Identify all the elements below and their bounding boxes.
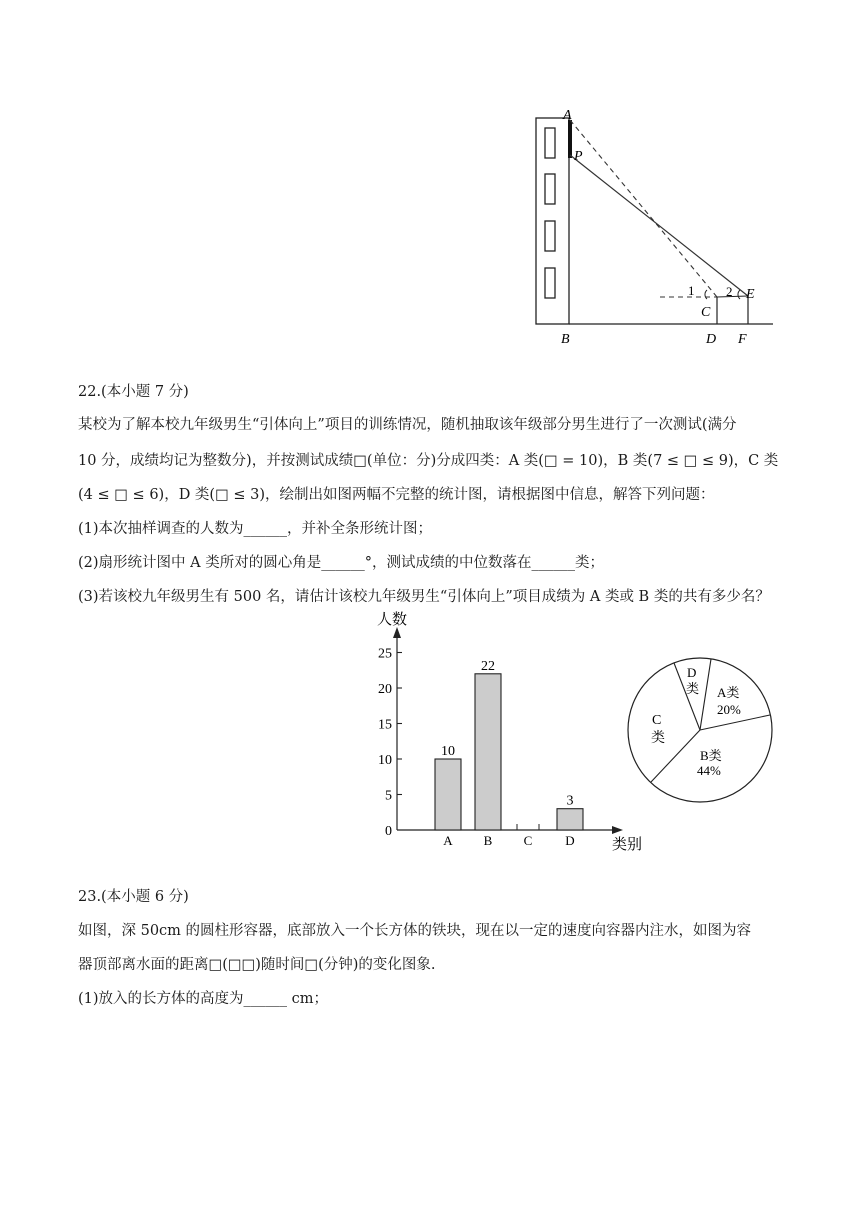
pie-label-b-pct: 44% bbox=[697, 763, 721, 778]
bar-d bbox=[557, 809, 583, 830]
y-tick-label: 25 bbox=[378, 646, 392, 662]
category-label: B bbox=[483, 833, 493, 848]
q23-line-1: 如图，深 50cm 的圆柱形容器，底部放入一个长方体的铁块，现在以一定的速度向容器内注水，如图为容 bbox=[78, 923, 752, 939]
q23-line-3: (1)放入的长方体的高度为______ cm； bbox=[78, 991, 329, 1007]
bar-b bbox=[475, 674, 501, 830]
angle-1-arc bbox=[705, 290, 707, 299]
category-label: A bbox=[443, 833, 453, 848]
horizontal-ce bbox=[717, 296, 748, 297]
x-axis-label: 类别 bbox=[612, 837, 643, 853]
q22-line-6: (3)若该校九年级男生有 500 名，请估计该校九年级男生“引体向上”项目成绩为 A 类或 B 类的共有多少名？ bbox=[78, 589, 770, 605]
pie-chart bbox=[620, 650, 780, 810]
q22-line-3: (4 ≤ □ ≤ 6)，D 类(□ ≤ 3)，绘制出如图两幅不完整的统计图，请根据图中信息，解答下列问题： bbox=[78, 487, 715, 503]
pie-label-d: D bbox=[687, 665, 697, 680]
label-d: D bbox=[706, 332, 717, 347]
building-window bbox=[545, 174, 555, 204]
category-label: C bbox=[523, 833, 533, 848]
y-tick-label: 5 bbox=[385, 788, 392, 804]
label-angle-2: 2 bbox=[726, 284, 733, 299]
q22-line-1: 某校为了解本校九年级男生“引体向上”项目的训练情况，随机抽取该年级部分男生进行了一次测试(满分 bbox=[78, 417, 737, 433]
q23-header: 23.(本小题 6 分) bbox=[78, 889, 189, 905]
sightline-ac bbox=[570, 120, 717, 297]
x-axis-arrow bbox=[612, 826, 623, 834]
geometry-figure bbox=[520, 100, 790, 355]
label-f: F bbox=[738, 332, 747, 347]
label-p: P bbox=[574, 149, 583, 164]
label-c: C bbox=[701, 305, 711, 320]
bar-value-label: 3 bbox=[566, 793, 574, 809]
building-window bbox=[545, 221, 555, 251]
label-b: B bbox=[561, 332, 570, 347]
q22-header: 22.(本小题 7 分) bbox=[78, 384, 189, 400]
building-window bbox=[545, 268, 555, 298]
pie-label-b: B类 bbox=[700, 748, 722, 763]
q22-line-4: (1)本次抽样调查的人数为______，并补全条形统计图； bbox=[78, 521, 433, 537]
y-tick-label: 0 bbox=[385, 824, 392, 839]
sightline-pe bbox=[570, 155, 748, 296]
pie-label-d-sub: 类 bbox=[686, 681, 700, 696]
y-axis-label: 人数 bbox=[377, 612, 408, 628]
y-tick-label: 20 bbox=[378, 682, 392, 697]
bar-a bbox=[435, 759, 461, 830]
angle-2-arc bbox=[738, 290, 740, 299]
y-tick-label: 10 bbox=[378, 753, 392, 768]
q23-line-2: 器顶部离水面的距离□(□□)随时间□(分钟)的变化图象. bbox=[78, 957, 436, 973]
bar-value-label: 10 bbox=[441, 744, 455, 759]
bar-chart bbox=[360, 605, 660, 860]
y-tick-label: 15 bbox=[378, 717, 392, 733]
label-e: E bbox=[746, 287, 755, 302]
building-window bbox=[545, 128, 555, 158]
pie-label-c-sub: 类 bbox=[651, 731, 665, 746]
q22-line-5: (2)扇形统计图中 A 类所对的圆心角是______°，测试成绩的中位数落在______类； bbox=[78, 555, 604, 571]
pie-label-a-pct: 20% bbox=[717, 702, 741, 717]
y-axis-arrow bbox=[393, 627, 401, 638]
q22-line-2: 10 分，成绩均记为整数分)，并按测试成绩□(单位：分)分成四类：A 类(□ = 10)，B 类(7 ≤ □ ≤ 9)，C 类 bbox=[78, 453, 779, 469]
label-a: A bbox=[563, 108, 572, 123]
pie-label-c: C bbox=[652, 713, 662, 728]
bar-value-label: 22 bbox=[481, 658, 495, 674]
pie-label-a: A类 bbox=[717, 685, 740, 700]
label-angle-1: 1 bbox=[688, 283, 695, 298]
category-label: D bbox=[565, 833, 575, 848]
